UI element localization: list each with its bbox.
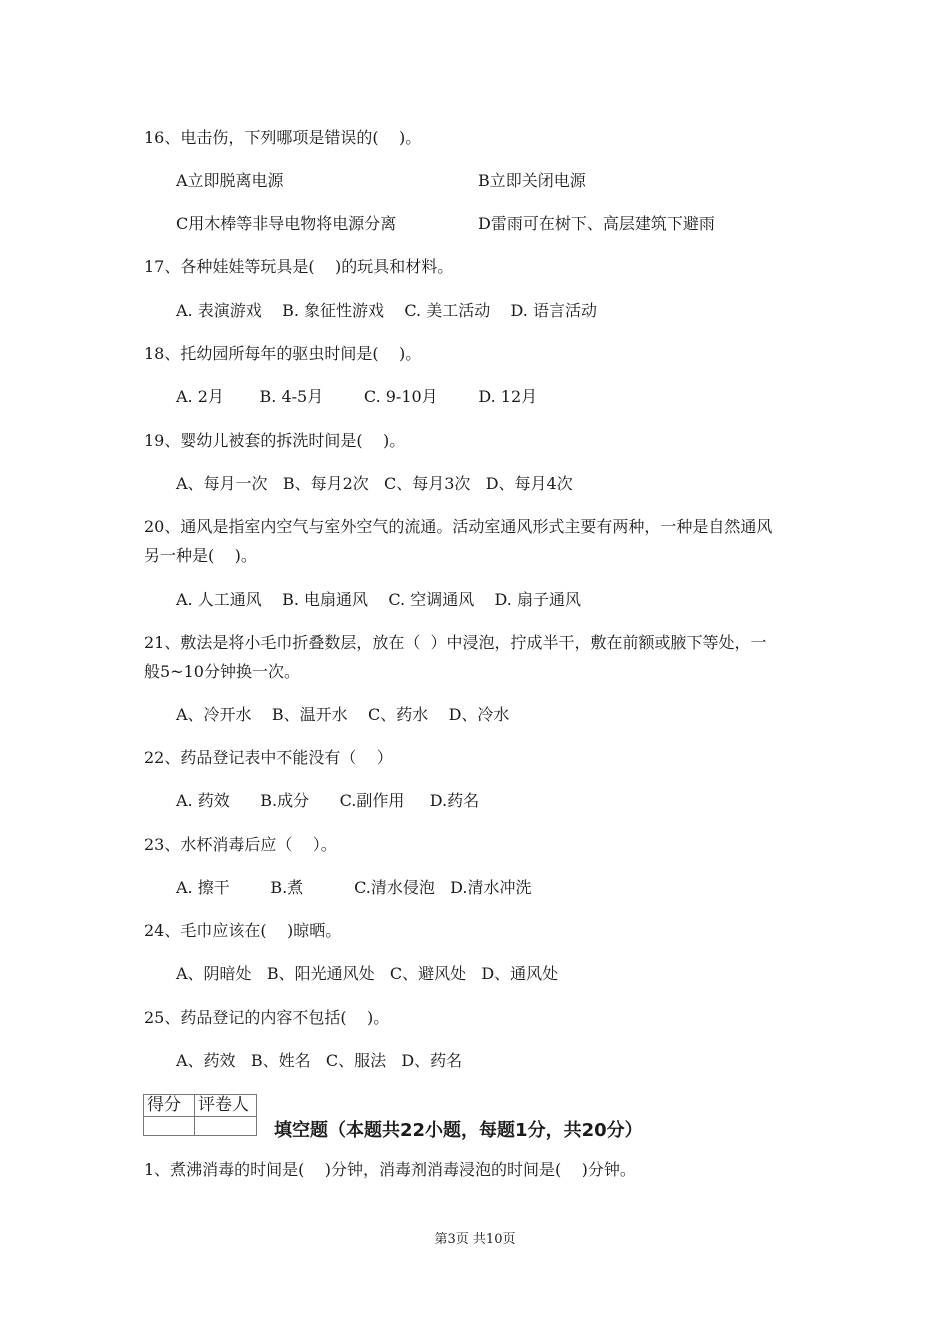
question-21-stem-cont: 般5~10分钟换一次。 — [144, 662, 300, 681]
question-17-stem: 17、各种娃娃等玩具是( )的玩具和材料。 — [144, 257, 454, 276]
question-23-stem: 23、水杯消毒后应（ ）。 — [144, 835, 337, 854]
score-label: 得分 — [144, 1095, 195, 1117]
question-25-stem: 25、药品登记的内容不包括( )。 — [144, 1008, 390, 1027]
grader-label: 评卷人 — [195, 1095, 257, 1117]
question-16-option-d: D雷雨可在树下、高层建筑下避雨 — [478, 214, 715, 233]
question-19-options: A、每月一次 B、每月2次 C、每月3次 D、每月4次 — [176, 474, 573, 493]
question-20-options: A. 人工通风 B. 电扇通风 C. 空调通风 D. 扇子通风 — [176, 590, 581, 609]
question-16-option-c: C用木棒等非导电物将电源分离 — [176, 214, 397, 233]
grader-cell — [195, 1117, 257, 1136]
question-22-stem: 22、药品登记表中不能没有（ ） — [144, 748, 393, 767]
question-17-options: A. 表演游戏 B. 象征性游戏 C. 美工活动 D. 语言活动 — [176, 301, 597, 320]
section-title: 填空题（本题共22小题，每题1分，共20分） — [274, 1120, 643, 1141]
question-24-options: A、阴暗处 B、阳光通风处 C、避风处 D、通风处 — [176, 964, 559, 983]
score-cell — [144, 1117, 195, 1136]
score-box — [143, 1094, 257, 1136]
page-footer: 第3页 共10页 — [434, 1232, 516, 1247]
question-18-stem: 18、托幼园所每年的驱虫时间是( )。 — [144, 344, 422, 363]
question-20-stem: 20、通风是指室内空气与室外空气的流通。活动室通风形式主要有两种，一种是自然通风 — [144, 517, 773, 536]
question-16-option-a: A立即脱离电源 — [176, 171, 284, 190]
question-19-stem: 19、婴幼儿被套的拆洗时间是( )。 — [144, 431, 406, 450]
question-21-options: A、冷开水 B、温开水 C、药水 D、冷水 — [176, 705, 510, 724]
question-22-options: A. 药效 B.成分 C.副作用 D.药名 — [176, 791, 480, 810]
fill-question-1: 1、煮沸消毒的时间是( )分钟，消毒剂消毒浸泡的时间是( )分钟。 — [144, 1160, 636, 1179]
question-21-stem: 21、敷法是将小毛巾折叠数层，放在（ ）中浸泡，拧成半干，敷在前额或腋下等处，一 — [144, 633, 767, 652]
question-25-options: A、药效 B、姓名 C、服法 D、药名 — [176, 1051, 463, 1070]
question-20-stem-cont: 另一种是( )。 — [144, 546, 257, 565]
question-23-options: A. 擦干 B.煮 C.清水侵泡 D.清水冲洗 — [176, 878, 532, 897]
question-16-option-b: B立即关闭电源 — [478, 171, 586, 190]
question-18-options: A. 2月 B. 4-5月 C. 9-10月 D. 12月 — [176, 387, 538, 406]
question-16-stem: 16、电击伤，下列哪项是错误的( )。 — [144, 128, 422, 147]
question-24-stem: 24、毛巾应该在( )晾晒。 — [144, 921, 342, 940]
